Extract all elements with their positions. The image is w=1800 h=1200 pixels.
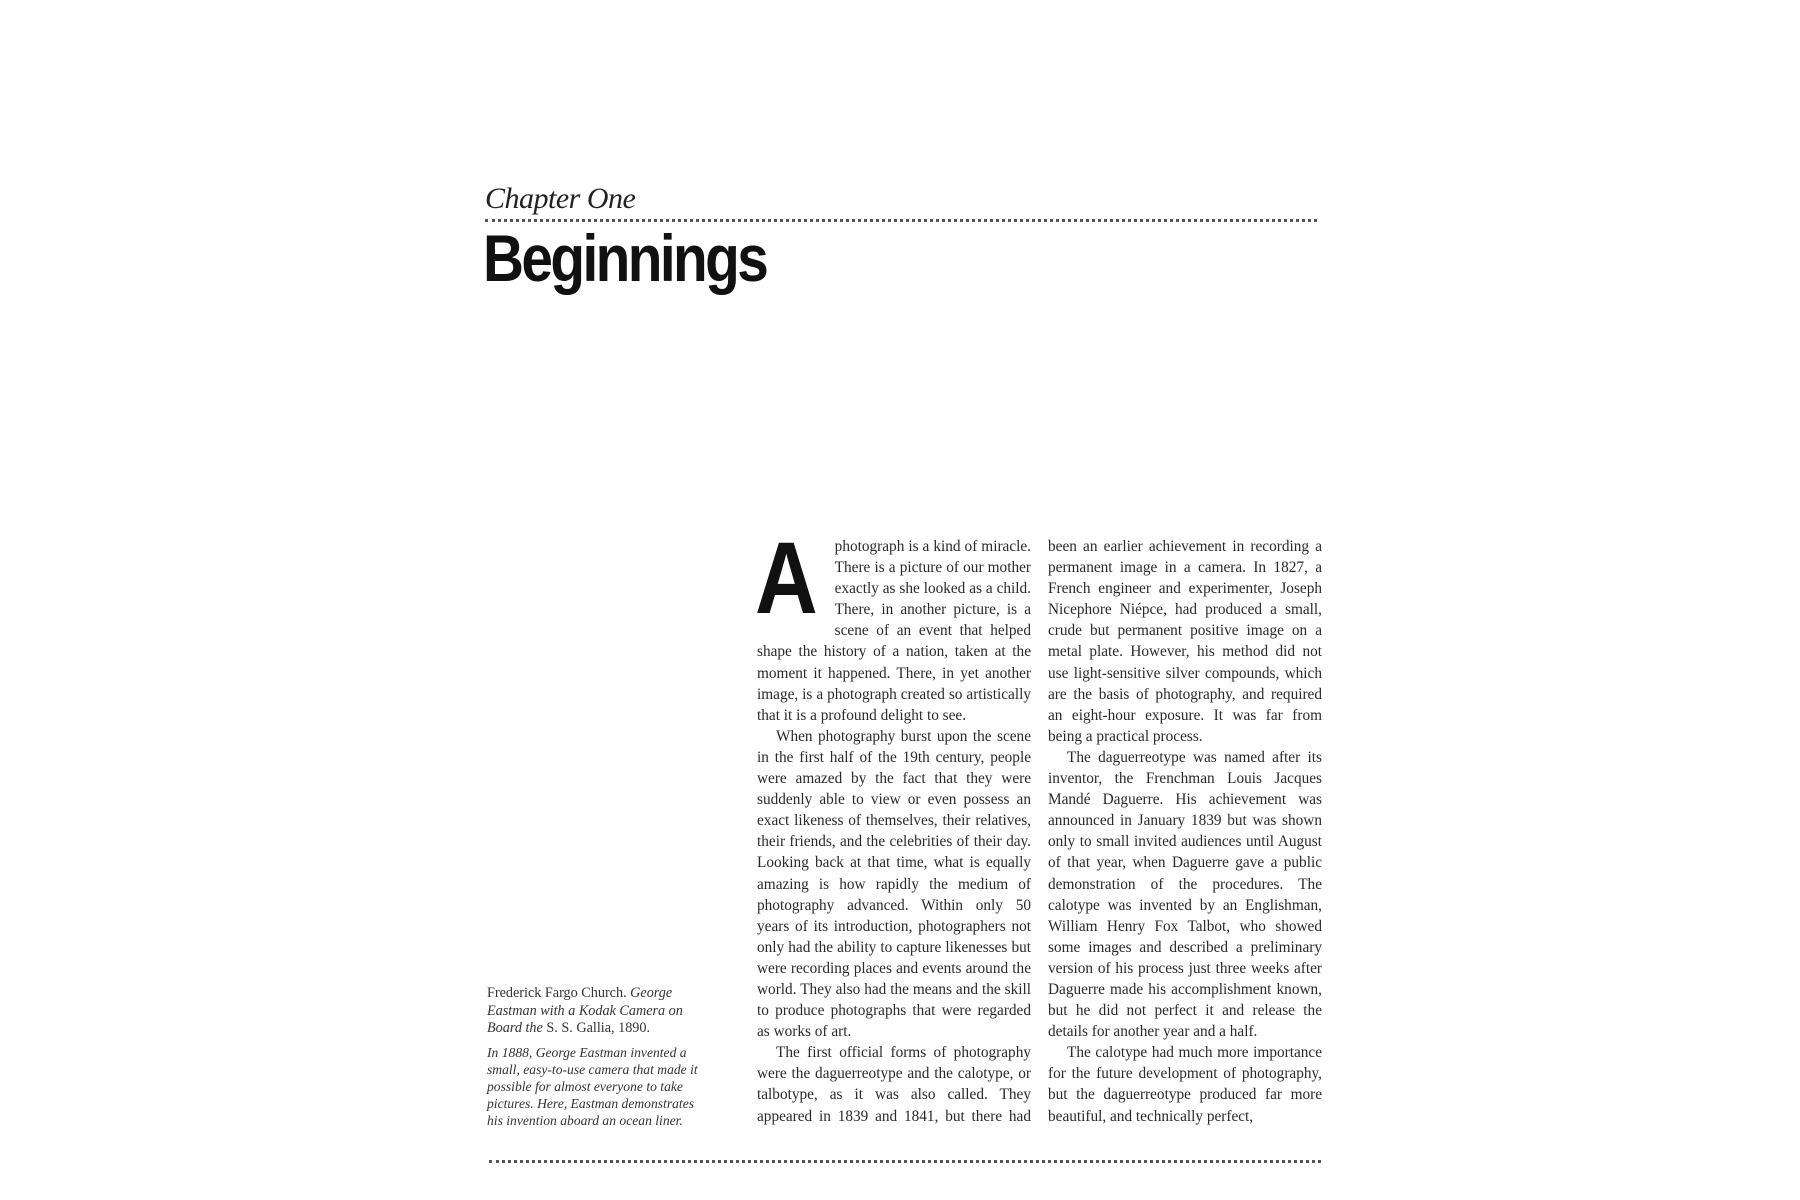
chapter-title: Beginnings <box>483 221 767 295</box>
caption-credit-title: George Eastman with a Kodak Camera on Board the <box>487 985 683 1036</box>
caption-credit-year: , 1890. <box>611 1020 651 1036</box>
body-paragraph-3: The first official forms of photography were the daguerreotype and the calotype, or talbotype, as it was also called. They appeared in 1839 and 1841, but there had been an earlier achievement in recording a permanent image in a camera. In 1827, a French engineer and experimenter, Joseph Nicephore Niépce, had produced a small, crude but permanent positive image on a metal plate. However, his method did not use light-sensitive silver compounds, which are the basis of photography, and required an eight-hour exposure. It was far from being a practical process. <box>757 538 1322 1125</box>
body-paragraph-5: The calotype had much more importance for the future development of photography, but the daguerreotype produced far more beautiful, and technically perfect, <box>1048 1044 1322 1125</box>
body-paragraph-2: When photography burst upon the scene in the first half of the 19th century, people were amazed by the fact that they were suddenly able to view or even possess an exact likeness of themselves, their relatives, their friends, and the celebrities of their day. Looking back at that time, what is equally amazing is how rapidly the medium of photography advanced. Within only 50 years of its introduction, photographers not only had the ability to capture likenesses but were recording places and events around the world. They also had the means and the skill to produce photographs that were regarded as works of art. <box>757 727 1031 1041</box>
caption-credit <box>487 985 707 1038</box>
bottom-dotted-rule <box>489 1160 1321 1163</box>
caption-credit-author: Frederick Fargo Church. <box>487 985 631 1001</box>
photo-caption <box>487 985 707 1129</box>
caption-credit-ship: S. S. Gallia <box>546 1020 612 1036</box>
body-paragraph-4: The daguerreotype was named after its inventor, the Frenchman Louis Jacques Mandé Daguerre. His achievement was announced in January 1839 but was shown only to small invited audiences until August of that year, when Daguerre gave a public demonstration of the procedures. The calotype was invented by an Englishman, William Henry Fox Talbot, who showed some images and described a preliminary version of his process just three weeks after Daguerre made his accomplishment known, but he did not perfect it and release the details for another year and a half. <box>1048 748 1322 1041</box>
body-paragraph-1-text: photograph is a kind of miracle. There is a picture of our mother exactly as she looked as a child. There, in another picture, is a scene of an event that helped shape the history of a nation, taken at the moment it happened. There, in yet another image, is a photograph created so artistically that it is a profound delight to see. <box>757 538 1031 724</box>
drop-cap-letter: A <box>755 521 818 635</box>
body-paragraph-1 <box>755 521 1031 726</box>
caption-description: In 1888, George Eastman invented a small, easy-to-use camera that made it possible for almost everyone to take pictures. Here, Eastman demonstrates his invention aboard an ocean liner. <box>487 1044 698 1128</box>
chapter-label: Chapter One <box>485 182 636 215</box>
body-text-columns <box>755 521 1322 1132</box>
